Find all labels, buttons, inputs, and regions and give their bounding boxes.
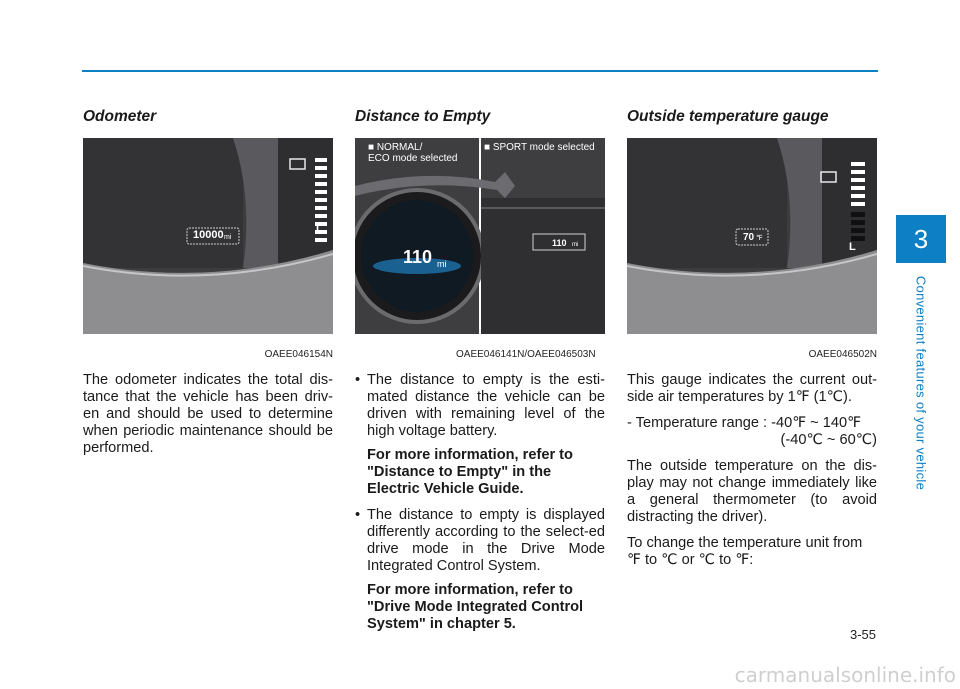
odometer-section: [83, 108, 333, 466]
temperature-display-unit: ℉: [756, 235, 763, 242]
odometer-display-unit: mi: [224, 234, 232, 241]
bullet-text: The distance to empty is the esti-mated distance the vehicle can be driven with remaining level of the high voltage battery.: [367, 372, 605, 439]
outside-temperature-figure: [627, 138, 877, 334]
sport-distance-unit: mi: [572, 242, 579, 248]
gauge-letter: L: [849, 241, 856, 253]
chapter-title-text: Convenient features of your vehicle: [913, 275, 929, 491]
bullet-reference: For more information, refer to "Distance to Empty" in the Electric Vehicle Guide.: [367, 447, 573, 497]
chapter-tab: 3: [896, 215, 946, 263]
bullet-item: [355, 372, 605, 498]
odometer-display-value: 10000: [193, 229, 224, 241]
bullet-text: The distance to empty is displayed differently according to the select-ed drive mode in the Drive Mode Integrated Control System.: [367, 507, 605, 574]
normal-distance-unit: mi: [437, 259, 447, 269]
normal-mode-label: ■ NORMAL/: [368, 142, 423, 153]
figure-code: OAEE046154N: [264, 349, 333, 360]
distance-to-empty-section: [355, 108, 605, 642]
odometer-paragraph: The odometer indicates the total dis-tance that the vehicle has been driv-en and should be used to determine when periodic maintenance should be performed.: [83, 372, 333, 456]
temperature-range-celsius: (-40℃ ~ 60℃): [780, 432, 877, 448]
figure-code: OAEE046502N: [808, 349, 877, 360]
page-number: 3-55: [849, 627, 876, 642]
distance-to-empty-figure: [355, 138, 605, 334]
outside-temperature-heading: Outside temperature gauge: [627, 108, 829, 125]
bullet-dot: •: [355, 507, 361, 523]
bullet-reference: For more information, refer to "Drive Mode Integrated Control System" in chapter 5.: [367, 582, 584, 632]
temperature-display-value: 70: [743, 232, 755, 243]
sport-mode-label: ■ SPORT mode selected: [484, 142, 595, 153]
odometer-figure: [83, 138, 333, 334]
temperature-paragraph: The outside temperature on the dis-play may not change immediately like a general thermometer (to avoid distracting the driver).: [627, 458, 877, 525]
temperature-range: - Temperature range : -40℉ ~ 140℉: [627, 415, 861, 431]
temperature-paragraph: This gauge indicates the current out-side air temperatures by 1℉ (1℃).: [627, 372, 877, 405]
temperature-paragraph: To change the temperature unit from ℉ to ℃ or ℃ to ℉:: [627, 535, 863, 568]
normal-distance-value: 110: [403, 247, 433, 267]
normal-mode-label-line2: ECO mode selected: [368, 153, 458, 164]
bullet-dot: •: [355, 372, 361, 388]
bullet-item: [355, 507, 605, 633]
distance-to-empty-cluster-image: [355, 138, 605, 334]
chapter-title: [912, 268, 930, 498]
gauge-letter: L: [316, 223, 323, 235]
figure-code: OAEE046141N/OAEE046503N: [456, 349, 596, 360]
top-divider: [82, 70, 878, 72]
distance-to-empty-heading: Distance to Empty: [355, 108, 491, 125]
outside-temperature-section: [627, 108, 877, 578]
footer-watermark: carmanualsonline.info: [734, 663, 956, 687]
odometer-heading: Odometer: [83, 108, 157, 125]
sport-distance-value: 110: [552, 238, 567, 248]
